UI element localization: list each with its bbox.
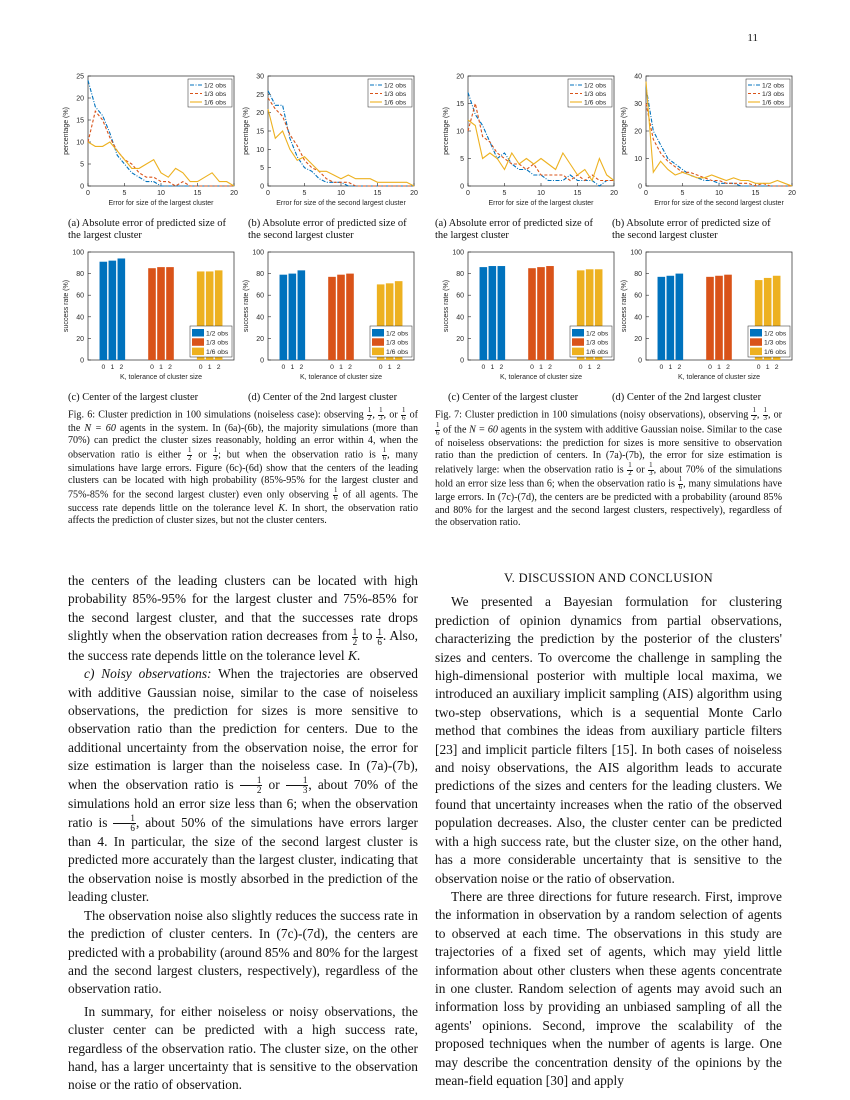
legend-label: 1/6 obs xyxy=(204,99,227,107)
legend-label: 1/6 obs xyxy=(764,348,787,356)
legend-label: 1/6 obs xyxy=(584,99,607,107)
x-tick-label: 1 xyxy=(387,364,392,371)
y-axis-label: percentage (%) xyxy=(621,107,628,155)
legend-label: 1/2 obs xyxy=(206,330,229,338)
y-tick-label: 20 xyxy=(256,335,264,343)
chart-fig6a xyxy=(52,70,242,215)
bar xyxy=(109,261,117,360)
x-tick-label: 0 xyxy=(659,364,664,371)
bar xyxy=(489,266,497,360)
y-axis-label: percentage (%) xyxy=(63,107,70,155)
y-tick-label: 60 xyxy=(456,292,464,300)
bar xyxy=(298,270,306,360)
x-tick-label: 2 xyxy=(499,364,504,371)
bar xyxy=(118,258,126,360)
left-para-1: the centers of the leading clusters can be located with high probability 85%-95% for the largest cluster and 75%-85% for the second largest cluster, and that the successes rate drops slightly when the observation ration decreases from $\frac{1}{2}$ to $\frac{1}{6}$ . Also, the success rate depends little on the tolerance level K. xyxy=(68,573,418,663)
chart-fig7b xyxy=(610,70,800,215)
y-tick-label: 5 xyxy=(260,165,264,173)
y-tick-label: 30 xyxy=(634,101,642,108)
x-tick-label: 1 xyxy=(587,364,592,371)
y-tick-label: 100 xyxy=(452,249,464,257)
chart-fig6c xyxy=(52,246,242,388)
y-tick-label: 0 xyxy=(80,357,84,365)
legend-label: 1/2 obs xyxy=(384,82,407,90)
y-tick-label: 10 xyxy=(256,146,264,154)
y-tick-label: 25 xyxy=(256,91,264,99)
legend-label: 1/6 obs xyxy=(586,348,609,356)
bar xyxy=(480,267,488,360)
x-tick-label: 10 xyxy=(715,190,723,197)
legend-label: 1/2 obs xyxy=(586,330,609,338)
subsection-noisy-heading: c) Noisy observations: xyxy=(84,666,212,682)
x-axis-label: K, tolerance of cluster size xyxy=(499,374,583,381)
y-tick-label: 20 xyxy=(456,335,464,343)
x-tick-label: 5 xyxy=(302,190,307,197)
y-tick-label: 0 xyxy=(638,357,642,365)
y-tick-label: 80 xyxy=(634,271,642,279)
x-tick-label: 0 xyxy=(378,364,383,371)
bar xyxy=(157,267,165,360)
bar xyxy=(537,267,545,360)
caption-fig6d: (d) Center of the 2nd largest cluster xyxy=(248,392,398,403)
x-tick-label: 10 xyxy=(157,190,165,197)
legend-label: 1/3 obs xyxy=(384,91,407,98)
y-tick-label: 40 xyxy=(634,314,642,322)
legend-label: 1/3 obs xyxy=(386,339,409,347)
x-axis-label: K, tolerance of cluster size xyxy=(299,374,383,381)
y-tick-label: 10 xyxy=(76,139,84,147)
y-tick-label: 15 xyxy=(256,128,264,136)
x-tick-label: 0 xyxy=(530,364,534,371)
legend-label: 1/6 obs xyxy=(762,99,785,107)
x-axis-label: Error for size of the second largest cluster xyxy=(276,200,406,207)
bar xyxy=(546,266,554,360)
x-tick-label: 0 xyxy=(756,364,761,371)
left-para-2: c) Noisy observations: When the trajectories are observed with additive Gaussian noise, similar to the case of noiseless observations, the prediction for sizes is more sensitive to observation ratio than the prediction for centers. Due to the additional uncertainty from the observation noise, the error for size estimation is larger than the noiseless case. In (7a)-(7b), when the observation ratio is $\frac{1}{2}$ or $\frac{1}{3}$ , about 70% of the simulations hold an error size less than 6; when the observation ratio is $\frac{1}{6}$ , about 50% of the simulations have errors larger than 4. In particular, the size of the second largest cluster is predicted more accurately than the largest cluster, indicating that the observation noise is mostly absorbed in the prediction of the leading cluster. xyxy=(68,666,418,905)
x-tick-label: 0 xyxy=(708,364,712,371)
bar xyxy=(676,274,684,360)
x-tick-label: 0 xyxy=(198,364,203,371)
y-axis-label: success rate (%) xyxy=(243,279,250,333)
x-tick-label: 0 xyxy=(481,364,486,371)
left-column xyxy=(68,572,418,1095)
bar xyxy=(100,262,108,360)
bar xyxy=(667,276,675,360)
y-tick-label: 100 xyxy=(630,249,642,257)
y-tick-label: 80 xyxy=(456,271,464,279)
y-axis-label: success rate (%) xyxy=(63,279,70,333)
x-tick-label: 2 xyxy=(396,364,401,371)
x-tick-label: 2 xyxy=(119,364,124,371)
chart-fig6d xyxy=(232,246,422,388)
x-tick-label: 20 xyxy=(610,190,618,197)
x-axis-label: Error for size of the second largest cluster xyxy=(654,200,784,207)
x-tick-label: 20 xyxy=(410,190,418,197)
caption-fig7c: (c) Center of the largest cluster xyxy=(448,392,579,403)
legend-label: 1/3 obs xyxy=(584,91,607,98)
x-tick-label: 10 xyxy=(537,190,545,197)
caption-fig7a: (a) Absolute error of predicted size of the largest cluster xyxy=(435,218,594,241)
legend-swatch xyxy=(572,348,584,356)
x-tick-label: 0 xyxy=(330,364,334,371)
x-tick-label: 2 xyxy=(216,364,221,371)
x-tick-label: 15 xyxy=(373,190,382,197)
x-tick-label: 0 xyxy=(101,364,106,371)
x-tick-label: 2 xyxy=(299,364,304,371)
x-tick-label: 15 xyxy=(573,190,582,197)
legend-label: 1/2 obs xyxy=(762,82,785,90)
y-tick-label: 10 xyxy=(634,156,642,163)
bar xyxy=(528,268,536,360)
chart-fig6b xyxy=(232,70,422,215)
y-tick-label: 40 xyxy=(456,314,464,322)
x-tick-label: 2 xyxy=(677,364,682,371)
x-tick-label: 2 xyxy=(548,364,552,371)
left-para-4: In summary, for either noiseless or noisy observations, the cluster center can be predicted with a high success rate, regardless of the observation ratio. The cluster size, on the other hand, has a larger uncertainty that is sensitive to the observation noise or the ratio of observation. xyxy=(68,1003,418,1093)
right-para-2: There are three directions for future research. First, improve the information in observation by a random selection of agents to observed at each time. The observations in this study are trajectories of a fixed set of agents, which may yield little information about other clusters when these agents concentrate in one cluster. Random selection of agents may avoid such an information loss by providing an unbiased sampling of all the agents' opinions. Second, improve the scalability of the proposed techniques when the number of agents is large. One may describe the concentration density of the opinions by the mean-field equation [30] and apply xyxy=(435,888,782,1088)
legend-swatch xyxy=(372,348,384,356)
x-tick-label: 15 xyxy=(751,190,760,197)
caption-fig7d: (d) Center of the 2nd largest cluster xyxy=(612,392,762,403)
caption-fig7b: (b) Absolute error of predicted size of the second largest cluster xyxy=(612,218,771,241)
x-tick-label: 1 xyxy=(668,364,673,371)
x-tick-label: 15 xyxy=(193,190,202,197)
x-tick-label: 20 xyxy=(230,190,238,197)
x-axis-label: Error for size of the largest cluster xyxy=(488,200,594,207)
y-tick-label: 0 xyxy=(460,357,464,365)
chart-fig7c xyxy=(432,246,622,388)
legend-swatch xyxy=(750,348,762,356)
x-tick-label: 2 xyxy=(348,364,352,371)
x-tick-label: 1 xyxy=(159,364,163,371)
x-tick-label: 1 xyxy=(490,364,495,371)
x-tick-label: 5 xyxy=(680,190,685,197)
legend-label: 1/3 obs xyxy=(206,339,229,347)
x-tick-label: 1 xyxy=(765,364,770,371)
x-tick-label: 2 xyxy=(596,364,601,371)
y-tick-label: 5 xyxy=(80,161,84,169)
y-tick-label: 100 xyxy=(252,249,264,257)
bar xyxy=(280,275,288,360)
left-para-3: The observation noise also slightly reduces the success rate in the prediction of cluster centers. In (7c)-(7d), the centers are predicted with a probability (around 85% and 80% for the largest and the second largest clusters, respectively), regardless of the observation ratio. xyxy=(68,907,418,997)
bar xyxy=(715,276,723,360)
bar xyxy=(706,277,714,360)
y-tick-label: 30 xyxy=(256,73,264,81)
y-tick-label: 20 xyxy=(76,335,84,343)
right-column xyxy=(435,569,782,1090)
y-tick-label: 60 xyxy=(76,292,84,300)
y-tick-label: 5 xyxy=(460,156,464,163)
fig6-caption: Fig. 6: Cluster prediction in 100 simulations (noiseless case): observing $\frac{1}{2}$ , $\frac{1}{3}$ , or $\frac{1}{6}$ of the N = 60 agents in the system. In (6a)-(6b), the majority simulations (more than 70%) can predict the cluster sizes reasonably, holding an error within 4, when the observation ratio is either $\frac{1}{2}$ or $\frac{1}{3}$ ; but when the observation ratio is $\frac{1}{6}$ , many simulations have large errors. Figure (6c)-(6d) show that the centers of the leading clusters can be located with high probability (85%-95% for the largest cluster and 75%-85% for the second largest cluster) even only observing $\frac{1}{6}$ of all agents. The success rate depends little on the tolerance level K. In short, the observation ratio affects the prediction of cluster sizes, but not the cluster centers. xyxy=(68,407,419,527)
x-tick-label: 2 xyxy=(726,364,730,371)
chart-fig7d xyxy=(610,246,800,388)
x-tick-label: 1 xyxy=(290,364,295,371)
x-tick-label: 0 xyxy=(644,190,648,197)
x-tick-label: 1 xyxy=(539,364,543,371)
bar xyxy=(337,275,345,360)
x-tick-label: 0 xyxy=(86,190,90,197)
legend-label: 1/3 obs xyxy=(586,339,609,347)
y-tick-label: 40 xyxy=(76,314,84,322)
x-tick-label: 0 xyxy=(266,190,270,197)
y-tick-label: 25 xyxy=(76,73,84,81)
y-tick-label: 100 xyxy=(72,249,84,257)
legend-label: 1/6 obs xyxy=(386,348,409,356)
y-tick-label: 0 xyxy=(460,183,464,191)
x-tick-label: 20 xyxy=(788,190,796,197)
legend-swatch xyxy=(372,338,384,346)
legend-label: 1/3 obs xyxy=(762,91,785,98)
x-tick-label: 1 xyxy=(339,364,343,371)
y-tick-label: 10 xyxy=(456,128,464,136)
y-axis-label: success rate (%) xyxy=(443,279,450,333)
legend-swatch xyxy=(372,329,384,337)
x-axis-label: K, tolerance of cluster size xyxy=(677,374,761,381)
legend-swatch xyxy=(572,338,584,346)
y-tick-label: 0 xyxy=(80,183,84,191)
x-axis-label: Error for size of the largest cluster xyxy=(108,200,214,207)
page-number: 11 xyxy=(747,32,758,44)
bar xyxy=(346,274,354,360)
bar xyxy=(148,268,156,360)
y-tick-label: 15 xyxy=(76,117,84,125)
legend-swatch xyxy=(750,329,762,337)
y-tick-label: 20 xyxy=(456,73,464,81)
x-tick-label: 0 xyxy=(466,190,470,197)
legend-label: 1/2 obs xyxy=(764,330,787,338)
y-tick-label: 60 xyxy=(634,292,642,300)
legend-label: 1/6 obs xyxy=(384,99,407,107)
y-tick-label: 0 xyxy=(638,183,642,191)
y-tick-label: 20 xyxy=(634,335,642,343)
legend-swatch xyxy=(192,338,204,346)
y-axis-label: success rate (%) xyxy=(621,279,628,333)
bar xyxy=(289,274,297,360)
y-tick-label: 15 xyxy=(456,101,464,108)
bar xyxy=(498,266,506,360)
legend-swatch xyxy=(750,338,762,346)
y-tick-label: 80 xyxy=(256,271,264,279)
x-tick-label: 2 xyxy=(168,364,172,371)
y-tick-label: 20 xyxy=(256,110,264,118)
legend-swatch xyxy=(192,348,204,356)
x-tick-label: 1 xyxy=(207,364,212,371)
x-tick-label: 2 xyxy=(774,364,779,371)
y-axis-label: percentage (%) xyxy=(443,107,450,155)
legend-label: 1/2 obs xyxy=(584,82,607,90)
y-tick-label: 80 xyxy=(76,271,84,279)
y-tick-label: 40 xyxy=(256,314,264,322)
x-tick-label: 0 xyxy=(281,364,286,371)
legend-swatch xyxy=(192,329,204,337)
bar xyxy=(328,277,336,360)
chart-fig7a xyxy=(432,70,622,215)
x-tick-label: 1 xyxy=(717,364,721,371)
caption-fig6b: (b) Absolute error of predicted size of the second largest cluster xyxy=(248,218,407,241)
fig7-caption: Fig. 7: Cluster prediction in 100 simulations (noisy observations), observing $\frac{1}{2}$ , $\frac{1}{3}$ , or $\frac{1}{6}$ of the N = 60 agents in the system with additive Gaussian noise. Similar to the case of noiseless observations: the prediction for sizes is more sensitive to observation ratio than the prediction of centers. In (7a)-(7b), the error for size estimation is relatively large: when the observation ratio is $\frac{1}{2}$ or $\frac{1}{3}$ , about 70% of the simulations hold an error size less than 6; when the observation ratio is $\frac{1}{6}$ , many simulations have large errors. In (7c)-(7d), the centers are be predicted with a probability (around 85% and 80% for the largest and the second largest clusters, respectively), regardless of the observation ratio. xyxy=(435,407,783,529)
bar xyxy=(724,275,732,360)
x-tick-label: 5 xyxy=(122,190,127,197)
y-tick-label: 40 xyxy=(634,73,642,81)
legend-label: 1/2 obs xyxy=(204,82,227,90)
y-tick-label: 60 xyxy=(256,292,264,300)
x-tick-label: 0 xyxy=(150,364,154,371)
bar xyxy=(658,277,666,360)
y-tick-label: 0 xyxy=(260,183,264,191)
right-para-1: We presented a Bayesian formulation for clustering prediction of opinion dynamics from partial observations, characterizing the prediction by the posterior of the clusters' sizes and centers. To overcome the challenge in sampling the high-dimensional posterior with multiple local maxima, we introduced an auxiliary implicit sampling (AIS) algorithm using two-step observations, which is a sequential Monte Carlo method that combines the ideas from auxiliary particle filters [23] and implicit particle filters [15]. In both cases of noiseless and noisy observations, the AIS algorithm leads to accurate predictions of the sizes and centers for the leading clusters. We found that uncertainty increases when the ratio of the observed population decreases. Also, the cluster center can be predicted with a high success rate, but the cluster size, on the other hand, has a more considerable uncertainty that is sensitive to the observation noise or the ratio of observation. xyxy=(435,594,782,886)
x-tick-label: 1 xyxy=(110,364,115,371)
y-tick-label: 0 xyxy=(260,357,264,365)
legend-label: 1/3 obs xyxy=(764,339,787,347)
x-axis-label: K, tolerance of cluster size xyxy=(119,374,203,381)
x-tick-label: 5 xyxy=(502,190,507,197)
caption-fig6a: (a) Absolute error of predicted size of the largest cluster xyxy=(68,218,227,241)
y-tick-label: 20 xyxy=(634,128,642,136)
caption-fig6c: (c) Center of the largest cluster xyxy=(68,392,199,403)
legend-label: 1/3 obs xyxy=(204,91,227,98)
y-axis-label: percentage (%) xyxy=(243,107,250,155)
legend-swatch xyxy=(572,329,584,337)
x-tick-label: 0 xyxy=(578,364,583,371)
legend-label: 1/2 obs xyxy=(386,330,409,338)
legend-label: 1/6 obs xyxy=(206,348,229,356)
y-tick-label: 20 xyxy=(76,95,84,103)
bar xyxy=(166,267,174,360)
section-heading: V. DISCUSSION AND CONCLUSION xyxy=(504,571,713,585)
x-tick-label: 10 xyxy=(337,190,345,197)
